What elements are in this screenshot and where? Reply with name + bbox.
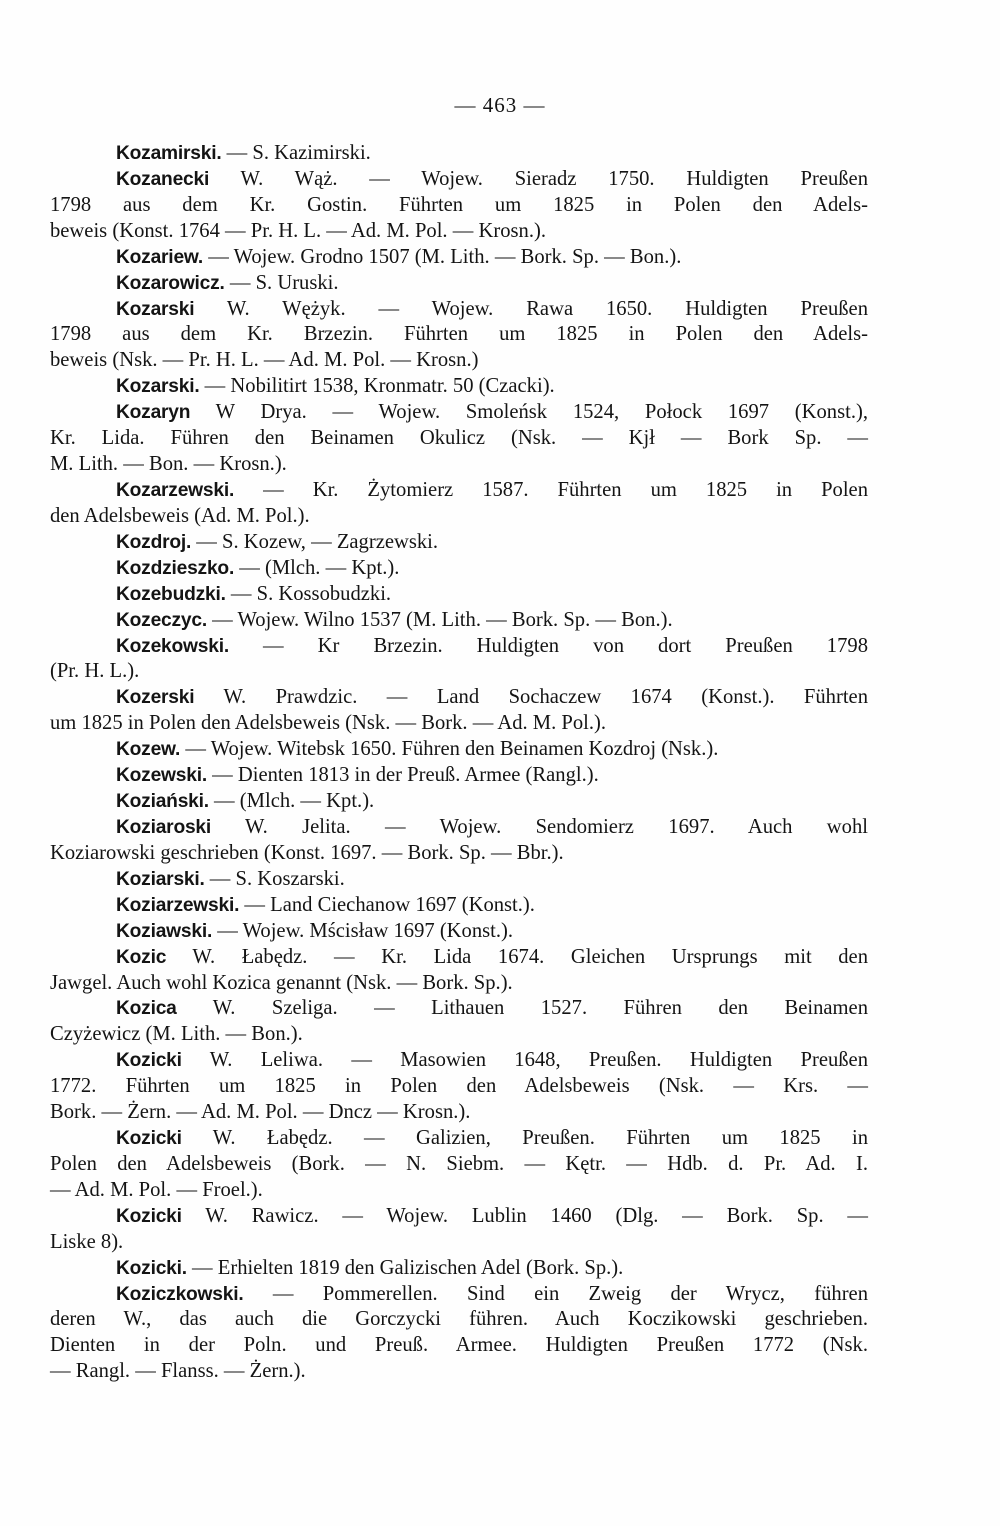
entry-text: den Adelsbeweis (Ad. M. Pol.).	[50, 504, 310, 527]
entry-surname: Kozarowicz.	[116, 272, 225, 294]
entry-continuation-line	[50, 348, 868, 374]
dictionary-entry	[50, 1126, 868, 1204]
entry-first-line	[50, 737, 868, 763]
entry-first-line	[50, 582, 868, 608]
entry-text: Dienten in der Poln. und Preuß. Armee. Huldigten Preußen 1772 (Nsk.	[50, 1334, 868, 1357]
entry-text: W Drya. — Wojew. Smoleńsk 1524, Połock 1697 (Konst.),	[190, 401, 868, 424]
entry-text: — Land Ciechanow 1697 (Konst.).	[239, 893, 535, 916]
entry-continuation-line	[50, 193, 868, 219]
entry-first-line	[50, 996, 868, 1022]
dictionary-entry	[50, 789, 868, 815]
entry-surname: Kozebudzki.	[116, 583, 226, 605]
entry-continuation-line	[50, 971, 868, 997]
entry-text: W. Rawicz. — Wojew. Lublin 1460 (Dlg. — Bork. Sp. —	[181, 1204, 868, 1227]
entry-first-line	[50, 945, 868, 971]
entry-text: Koziarowski geschrieben (Konst. 1697. — Bork. Sp. — Bbr.).	[50, 841, 564, 864]
entry-text: — Erhielten 1819 den Galizischen Adel (Bork. Sp.).	[186, 1256, 624, 1279]
entry-text: beweis (Konst. 1764 — Pr. H. L. — Ad. M. Pol. — Krosn.).	[50, 219, 546, 242]
dictionary-entry	[50, 893, 868, 919]
entry-continuation-line	[50, 1074, 868, 1100]
entry-text: Jawgel. Auch wohl Kozica genannt (Nsk. — Bork. Sp.).	[50, 971, 513, 994]
entry-first-line	[50, 1282, 868, 1308]
dictionary-entry	[50, 374, 868, 400]
entry-surname: Kozewski.	[116, 765, 207, 787]
entry-surname: Kozicki	[116, 1205, 182, 1227]
entry-continuation-line	[50, 1022, 868, 1048]
dictionary-entry	[50, 582, 868, 608]
entry-text: 1772. Führten um 1825 in Polen den Adelsbeweis (Nsk. — Krs. —	[50, 1075, 868, 1098]
entry-surname: Kozica	[116, 998, 177, 1020]
entry-first-line	[50, 400, 868, 426]
entry-continuation-line	[50, 219, 868, 245]
entry-surname: Koziarski.	[116, 868, 205, 890]
entry-first-line	[50, 867, 868, 893]
entry-continuation-line	[50, 1359, 868, 1385]
entry-text: — Wojew. Grodno 1507 (M. Lith. — Bork. Sp. — Bon.).	[203, 245, 682, 268]
entry-text: — (Mlch. — Kpt.).	[234, 556, 400, 579]
dictionary-entry	[50, 919, 868, 945]
entry-surname: Kozicki	[116, 1050, 182, 1072]
entry-surname: Kozarski.	[116, 376, 200, 398]
dictionary-entry	[50, 815, 868, 867]
entry-first-line	[50, 919, 868, 945]
entry-continuation-line	[50, 841, 868, 867]
entry-text: deren W., das auch die Gorczycki führen. Auch Koczikowski geschrieben.	[50, 1308, 868, 1331]
dictionary-entry	[50, 1048, 868, 1126]
entry-first-line	[50, 478, 868, 504]
entry-surname: Kozamirski.	[116, 143, 222, 164]
entry-text: W. Szeliga. — Lithauen 1527. Führen den Beinamen	[176, 997, 868, 1020]
entry-continuation-line	[50, 1178, 868, 1204]
entry-surname: Kozanecki	[116, 168, 210, 190]
dictionary-entry	[50, 556, 868, 582]
dictionary-entry	[50, 530, 868, 556]
dictionary-entry	[50, 996, 868, 1048]
entry-text: Kr. Lida. Führen den Beinamen Okulicz (Nsk. — Kjł — Bork Sp. —	[50, 427, 868, 450]
entry-text: — S. Koszarski.	[204, 867, 345, 890]
entry-text: Czyżewicz (M. Lith. — Bon.).	[50, 1023, 303, 1046]
entry-surname: Kozicki	[116, 1128, 182, 1150]
entry-text: Polen den Adelsbeweis (Bork. — N. Siebm. — Kętr. — Hdb. d. Pr. Ad. I.	[50, 1152, 868, 1175]
entry-text: — Dienten 1813 in der Preuß. Armee (Rangl.).	[206, 764, 599, 787]
entry-text: M. Lith. — Bon. — Krosn.).	[50, 453, 287, 476]
dictionary-entry	[50, 297, 868, 375]
dictionary-entry	[50, 1282, 868, 1386]
entry-text: Bork. — Żern. — Ad. M. Pol. — Dncz — Krosn.).	[50, 1101, 471, 1124]
entry-text: W. Łabędz. — Kr. Lida 1674. Gleichen Ursprungs mit den	[166, 945, 868, 968]
dictionary-entry	[50, 737, 868, 763]
dictionary-entry	[50, 478, 868, 530]
entry-surname: Kozeczyc.	[116, 609, 207, 631]
entry-continuation-line	[50, 659, 868, 685]
entry-surname: Kozew.	[116, 739, 181, 761]
entry-text: — S. Kazimirski.	[221, 142, 371, 164]
entry-continuation-line	[50, 1230, 868, 1256]
entry-text: W. Prawdzic. — Land Sochaczew 1674 (Konst.). Führten	[194, 686, 868, 709]
entry-text: — Nobilitirt 1538, Kronmatr. 50 (Czacki).	[199, 375, 555, 398]
entry-text: Liske 8).	[50, 1230, 124, 1253]
entry-surname: Koziaroski	[116, 816, 212, 838]
entry-continuation-line	[50, 1152, 868, 1178]
entry-continuation-line	[50, 452, 868, 478]
entry-continuation-line	[50, 322, 868, 348]
entry-surname: Kozerski	[116, 687, 195, 709]
dictionary-entry	[50, 141, 868, 167]
entry-first-line	[50, 530, 868, 556]
entry-text: — Wojew. Wilno 1537 (M. Lith. — Bork. Sp. — Bon.).	[206, 608, 673, 631]
entry-first-line	[50, 634, 868, 660]
entry-first-line	[50, 685, 868, 711]
dictionary-entry	[50, 867, 868, 893]
entry-first-line	[50, 763, 868, 789]
entry-first-line	[50, 789, 868, 815]
entry-surname: Koziawski.	[116, 920, 213, 942]
entry-text: — S. Kossobudzki.	[225, 582, 392, 605]
entry-surname: Kozaryn	[116, 402, 191, 424]
entry-text: W. Wężyk. — Wojew. Rawa 1650. Huldigten Preußen	[194, 297, 868, 320]
entry-surname: Kozdzieszko.	[116, 557, 235, 579]
entry-surname: Kozariew.	[116, 246, 204, 268]
dictionary-entry	[50, 271, 868, 297]
dictionary-entry	[50, 167, 868, 245]
entry-text: beweis (Nsk. — Pr. H. L. — Ad. M. Pol. — Krosn.)	[50, 349, 479, 372]
entry-text: — Rangl. — Flanss. — Żern.).	[50, 1360, 306, 1383]
entry-first-line	[50, 167, 868, 193]
entry-surname: Kozic	[116, 946, 167, 968]
entry-text: — S. Uruski.	[224, 271, 339, 294]
entry-text: W. Wąż. — Wojew. Sieradz 1750. Huldigten Preußen	[209, 167, 868, 190]
entry-text: W. Łabędz. — Galizien, Preußen. Führten um 1825 in	[181, 1127, 868, 1150]
entry-text: — Kr Brzezin. Huldigten von dort Preußen 1798	[228, 634, 868, 657]
entry-first-line	[50, 141, 868, 167]
entry-text: 1798 aus dem Kr. Gostin. Führten um 1825 in Polen den Adels-	[50, 193, 868, 216]
entry-surname: Kozicki.	[116, 1257, 187, 1279]
entry-first-line	[50, 297, 868, 323]
dictionary-entry	[50, 634, 868, 686]
entry-text: — Wojew. Mścisław 1697 (Konst.).	[212, 919, 514, 942]
entry-first-line	[50, 271, 868, 297]
entry-continuation-line	[50, 1100, 868, 1126]
entry-surname: Koziczkowski.	[116, 1283, 244, 1305]
dictionary-entry	[50, 245, 868, 271]
entry-text: — Wojew. Witebsk 1650. Führen den Beinamen Kozdroj (Nsk.).	[180, 738, 719, 761]
dictionary-entry	[50, 945, 868, 997]
entry-continuation-line	[50, 426, 868, 452]
dictionary-entry	[50, 400, 868, 478]
dictionary-entry	[50, 685, 868, 737]
dictionary-entry	[50, 763, 868, 789]
entry-text: — Ad. M. Pol. — Froel.).	[50, 1178, 263, 1201]
entry-first-line	[50, 1204, 868, 1230]
entry-first-line	[50, 893, 868, 919]
entry-first-line	[50, 245, 868, 271]
entry-text: 1798 aus dem Kr. Brzezin. Führten um 1825 in Polen den Adels-	[50, 323, 868, 346]
entry-text: W. Jelita. — Wojew. Sendomierz 1697. Auch wohl	[211, 815, 868, 838]
entry-first-line	[50, 815, 868, 841]
entry-text: — Pommerellen. Sind ein Zweig der Wrycz, führen	[243, 1282, 868, 1305]
dictionary-entry	[50, 1256, 868, 1282]
entry-text: — (Mlch. — Kpt.).	[208, 790, 375, 813]
page-number: — 463 —	[454, 93, 546, 117]
entry-first-line	[50, 608, 868, 634]
entry-list	[50, 141, 868, 1385]
entry-surname: Kozarzewski.	[116, 479, 235, 501]
entry-surname: Koziański.	[116, 791, 209, 813]
entry-text: — Kr. Żytomierz 1587. Führten um 1825 in Polen	[234, 478, 868, 501]
entry-text: — S. Kozew, — Zagrzewski.	[191, 530, 439, 553]
entry-text: (Pr. H. L.).	[50, 660, 140, 683]
entry-surname: Koziarzewski.	[116, 894, 240, 916]
entry-text: um 1825 in Polen den Adelsbeweis (Nsk. — Bork. — Ad. M. Pol.).	[50, 712, 607, 735]
entry-surname: Kozekowski.	[116, 635, 229, 657]
entry-continuation-line	[50, 711, 868, 737]
entry-first-line	[50, 1126, 868, 1152]
dictionary-entry	[50, 1204, 868, 1256]
entry-first-line	[50, 374, 868, 400]
entry-text: W. Leliwa. — Masowien 1648, Preußen. Huldigten Preußen	[181, 1049, 868, 1072]
entry-surname: Kozdroj.	[116, 531, 192, 553]
entry-continuation-line	[50, 504, 868, 530]
dictionary-entry	[50, 608, 868, 634]
entry-continuation-line	[50, 1307, 868, 1333]
entry-continuation-line	[50, 1333, 868, 1359]
entry-first-line	[50, 1048, 868, 1074]
entry-first-line	[50, 556, 868, 582]
entry-first-line	[50, 1256, 868, 1282]
entry-surname: Kozarski	[116, 298, 195, 320]
